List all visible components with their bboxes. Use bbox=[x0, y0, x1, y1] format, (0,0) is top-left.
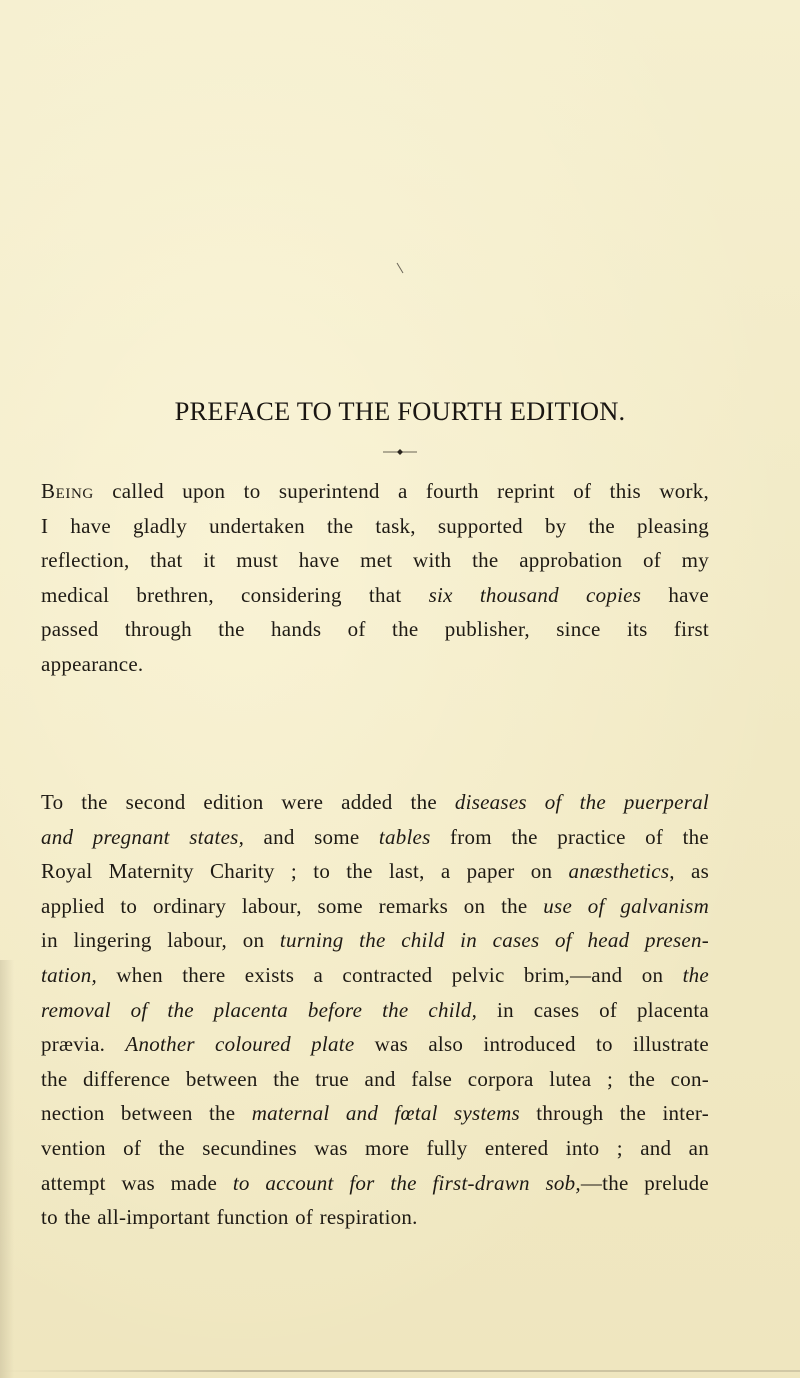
page-title: PREFACE TO THE FOURTH EDITION. bbox=[174, 396, 626, 426]
text-segment: have bbox=[641, 582, 709, 607]
italic-phrase: use of galvanism bbox=[543, 893, 709, 918]
text-line bbox=[20, 923, 709, 958]
text-segment: applied to ordinary labour, some remarks on the bbox=[41, 893, 544, 918]
text-line bbox=[20, 958, 709, 993]
italic-phrase: six thousand copies bbox=[428, 582, 642, 607]
text-line bbox=[20, 785, 709, 820]
italic-phrase: and pregnant states, bbox=[41, 824, 245, 849]
text-segment: To the second edition were added the bbox=[41, 790, 455, 814]
page-margin-shadow bbox=[0, 960, 14, 1378]
text-segment: passed through the hands of the publisher, since its first bbox=[41, 617, 709, 642]
text-line bbox=[20, 820, 709, 855]
italic-phrase: maternal and fœtal systems bbox=[251, 1101, 520, 1126]
text-segment: attempt was made bbox=[41, 1170, 233, 1195]
italic-phrase: diseases of the puerperal bbox=[454, 790, 709, 814]
italic-phrase: tables bbox=[378, 824, 431, 849]
text-line bbox=[20, 1062, 709, 1097]
text-segment: I have gladly undertaken the task, supported by the pleasing bbox=[41, 513, 709, 538]
text-segment: reflection, that it must have met with the approbation of my bbox=[41, 548, 709, 573]
text-segment: prævia. bbox=[41, 1032, 126, 1057]
page-edge bbox=[0, 1370, 800, 1372]
paragraph-1 bbox=[20, 474, 709, 682]
text-segment: as bbox=[674, 859, 709, 884]
italic-phrase: to account for the first-drawn sob, bbox=[232, 1170, 581, 1195]
text-line bbox=[20, 474, 709, 509]
text-line bbox=[20, 543, 709, 578]
text-segment: and some bbox=[244, 824, 379, 849]
text-segment: in lingering labour, on bbox=[41, 928, 280, 953]
text-segment: when there exists a contracted pelvic brim,—and on bbox=[97, 962, 683, 987]
text-line bbox=[20, 1096, 709, 1131]
text-segment: Royal Maternity Charity ; to the last, a paper on bbox=[41, 859, 569, 884]
paragraph-2 bbox=[20, 785, 709, 1235]
text-segment: to the all-important function of respiration. bbox=[41, 1205, 418, 1230]
italic-phrase: Another coloured plate bbox=[125, 1032, 355, 1057]
italic-phrase: removal of the placenta before the child, bbox=[41, 997, 478, 1022]
text-segment: called upon to superintend a fourth reprint of this work, bbox=[112, 479, 709, 503]
text-line bbox=[20, 578, 709, 613]
text-line bbox=[20, 1027, 709, 1062]
text-segment: appearance. bbox=[41, 651, 144, 676]
italic-phrase: the bbox=[682, 962, 709, 987]
italic-phrase: anæsthetics, bbox=[568, 859, 675, 884]
text-line bbox=[20, 1131, 709, 1166]
text-segment: through the inter- bbox=[519, 1101, 709, 1126]
lead-word: Being bbox=[41, 479, 94, 503]
text-segment: from the practice of the bbox=[430, 824, 709, 849]
text-segment: in cases of placenta bbox=[477, 997, 709, 1022]
text-segment: nection between the bbox=[41, 1101, 252, 1126]
italic-phrase: tation, bbox=[41, 962, 98, 987]
text-line bbox=[20, 612, 709, 647]
text-line bbox=[20, 993, 709, 1028]
text-segment: medical brethren, considering that bbox=[41, 582, 429, 607]
text-segment: —the prelude bbox=[580, 1170, 709, 1195]
ornament-divider-icon bbox=[375, 448, 425, 456]
text-line bbox=[20, 1166, 709, 1201]
italic-phrase: turning the child in cases of head presen- bbox=[279, 928, 709, 953]
pencil-mark-icon bbox=[395, 262, 405, 274]
text-line bbox=[20, 889, 709, 924]
text-segment: was also introduced to illustrate bbox=[354, 1032, 710, 1057]
text-line bbox=[20, 509, 709, 544]
text-segment: vention of the secundines was more fully entered into ; and an bbox=[41, 1135, 709, 1160]
text-line bbox=[20, 647, 709, 682]
text-line bbox=[20, 854, 709, 889]
text-segment: the difference between the true and false corpora lutea ; the con- bbox=[41, 1066, 709, 1091]
text-line bbox=[20, 1200, 709, 1235]
